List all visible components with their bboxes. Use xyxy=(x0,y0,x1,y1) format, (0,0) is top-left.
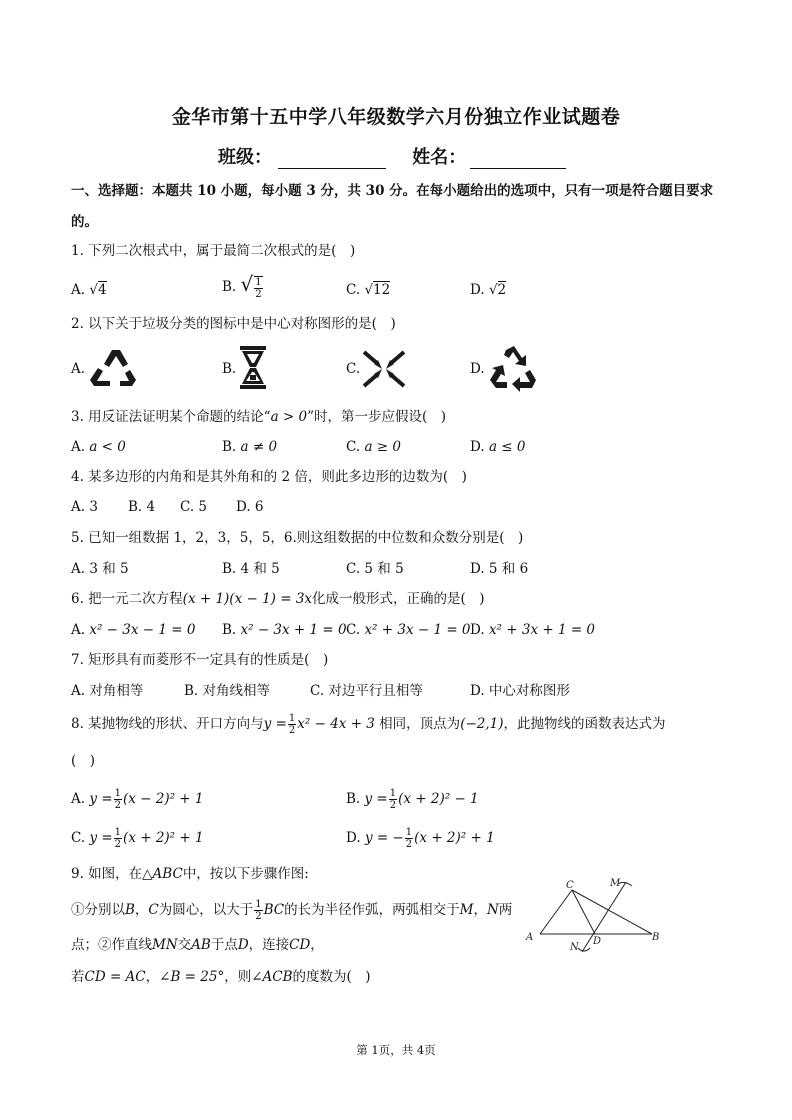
frac-num: 1 xyxy=(255,899,262,910)
m: N xyxy=(486,902,499,918)
name-blank[interactable] xyxy=(470,150,566,169)
q8-b-label: B. xyxy=(346,791,365,807)
t: 交 xyxy=(177,937,192,953)
q4-stem: 4. 某多边形的内角和是其外角和的 2 倍，则此多边形的边数为( ) xyxy=(71,469,467,485)
q5-option-d[interactable]: D. 5 和 6 xyxy=(470,561,529,577)
q3-stem-math: a > 0 xyxy=(270,409,308,425)
q8-stem-y: y = xyxy=(263,716,287,732)
q8-stem-pre: 8. 某抛物线的形状、开口方向与 xyxy=(71,716,264,732)
label-M: M xyxy=(610,878,621,889)
q8-c-fraction xyxy=(114,827,122,850)
q6-stem-post: 化成一般形式，正确的是( ) xyxy=(312,591,485,607)
q8-a-fraction xyxy=(114,788,122,811)
q1-b-den: 2 xyxy=(255,288,262,300)
t: ， xyxy=(145,969,160,985)
q3-option-b[interactable] xyxy=(222,438,277,456)
q4-option-c[interactable]: C. 5 xyxy=(180,499,208,515)
q1-d-radicand: 2 xyxy=(497,282,507,298)
q4-option-b[interactable]: B. 4 xyxy=(128,499,156,515)
q8-c-pre: y = xyxy=(89,830,113,846)
section-heading-line2: 的。 xyxy=(71,214,98,230)
q8-stem xyxy=(71,711,666,737)
t: 为圆心，以大于 xyxy=(158,902,254,918)
q1-b-num: 1 xyxy=(255,276,262,288)
q2-option-c[interactable]: C. xyxy=(346,361,361,377)
q3-option-d[interactable] xyxy=(470,438,525,456)
q1-d-label: D. xyxy=(470,282,489,298)
q6-option-b[interactable] xyxy=(222,621,347,639)
m: CD = AC xyxy=(84,969,146,985)
q1-option-a[interactable] xyxy=(71,281,107,299)
m: ∠B = 25° xyxy=(159,969,225,985)
page-footer: 第 1页，共 4页 xyxy=(356,1043,436,1057)
frac-num: 1 xyxy=(288,713,296,724)
q3-stem-post: ”时，第一步应假设( ) xyxy=(307,409,447,425)
q8-stem-mid: 相同，顶点为 xyxy=(374,716,461,732)
t: 点；②作直线 xyxy=(71,937,152,953)
t: ①分别以 xyxy=(71,902,125,918)
m: C xyxy=(148,902,159,918)
q6-stem xyxy=(71,590,485,608)
q6-stem-pre: 6. 把一元二次方程 xyxy=(71,591,183,607)
q2-stem: 2. 以下关于垃圾分类的图标中是中心对称图形的是( ) xyxy=(71,316,396,332)
q6-d-math: x² + 3x + 1 = 0 xyxy=(488,622,596,638)
frac-den: 2 xyxy=(288,725,296,736)
t: 若 xyxy=(71,969,85,985)
q3-stem-pre: 3. 用反证法证明某个命题的结论“ xyxy=(71,409,271,425)
q3-option-a[interactable] xyxy=(71,438,126,456)
q8-stem-post: ，此抛物线的函数表达式为 xyxy=(503,716,666,732)
q1-a-label: A. xyxy=(71,282,90,298)
q8-paren: ( ) xyxy=(71,753,96,769)
q8-option-c[interactable] xyxy=(71,825,204,851)
q7-option-a[interactable]: A. 对角相等 xyxy=(71,683,144,699)
t: ，连接 xyxy=(248,937,290,953)
q9-stem-post: 中，按以下步骤作图: xyxy=(182,866,309,882)
q9-stem-math: △ABC xyxy=(142,866,183,882)
q1-stem: 1. 下列二次根式中，属于最简二次根式的是( ) xyxy=(71,243,356,259)
t: 于点 xyxy=(210,937,238,953)
q2-option-b[interactable]: B. xyxy=(222,361,237,377)
q3-stem xyxy=(71,408,446,426)
class-label: 班级： xyxy=(218,147,272,168)
q8-b-post: (x + 2)² − 1 xyxy=(398,791,479,807)
q1-option-d[interactable] xyxy=(470,281,506,299)
q8-a-label: A. xyxy=(71,791,90,807)
q3-d-math: a ≤ 0 xyxy=(488,439,526,455)
q8-c-label: C. xyxy=(71,830,90,846)
q9-triangle-figure xyxy=(522,878,662,958)
frac-num: 1 xyxy=(405,827,413,838)
inward-arrows-icon xyxy=(362,350,406,388)
q6-option-d[interactable] xyxy=(470,621,595,639)
q7-option-c[interactable]: C. 对边平行且相等 xyxy=(310,683,423,699)
m: ∠ACB xyxy=(251,969,293,985)
q9-line4 xyxy=(71,968,371,986)
q6-option-a[interactable] xyxy=(71,621,195,639)
frac-den: 2 xyxy=(255,911,262,922)
q8-stem-rest: x² − 4x + 3 xyxy=(297,716,375,732)
q8-option-b[interactable] xyxy=(346,786,479,812)
class-blank[interactable] xyxy=(278,150,386,169)
q4-option-d[interactable]: D. 6 xyxy=(236,499,264,515)
q3-d-label: D. xyxy=(470,439,489,455)
q9-line3 xyxy=(71,936,324,954)
sqrt-symbol: √ xyxy=(240,272,254,296)
q6-b-label: B. xyxy=(222,622,241,638)
q9-stem-pre: 9. 如图，在 xyxy=(71,866,143,882)
m: D xyxy=(237,937,249,953)
m: BC xyxy=(263,902,285,918)
q8-stem-point: (−2,1) xyxy=(460,716,504,732)
q2-option-a[interactable]: A. xyxy=(71,361,86,377)
q6-stem-math: (x + 1)(x − 1) = 3x xyxy=(182,591,313,607)
q8-d-label: D. xyxy=(346,830,365,846)
frac-den: 2 xyxy=(405,839,413,850)
q3-a-math: a < 0 xyxy=(89,439,126,455)
q1-a-radicand: 4 xyxy=(97,282,107,298)
q3-b-math: a ≠ 0 xyxy=(240,439,278,455)
t: 的度数为( ) xyxy=(292,969,371,985)
name-label: 姓名： xyxy=(412,147,467,168)
t: ，则 xyxy=(224,969,252,985)
q3-option-c[interactable] xyxy=(346,438,401,456)
section-heading-line1: 一、选择题：本题共 10 小题，每小题 3 分，共 30 分。在每小题给出的选项中，只有一项是符合题目要求 xyxy=(71,183,714,199)
q3-c-math: a ≥ 0 xyxy=(364,439,401,455)
q3-c-label: C. xyxy=(346,439,365,455)
frac-den: 2 xyxy=(114,839,122,850)
q1-b-label: B. xyxy=(222,279,241,295)
m: CD xyxy=(289,937,311,953)
sqrt-symbol: √ xyxy=(488,282,498,298)
q8-a-pre: y = xyxy=(89,791,113,807)
t: ， xyxy=(310,937,324,953)
q8-d-post: (x + 2)² + 1 xyxy=(414,830,495,846)
sqrt-symbol: √ xyxy=(89,282,98,298)
q7-stem: 7. 矩形具有而菱形不一定具有的性质是( ) xyxy=(71,652,329,668)
label-C: C xyxy=(566,880,574,891)
line-MN xyxy=(582,882,626,952)
q6-c-label: C. xyxy=(346,622,365,638)
q8-a-post: (x − 2)² + 1 xyxy=(122,791,204,807)
label-A: A xyxy=(526,932,534,943)
q7-option-b[interactable]: B. 对角线相等 xyxy=(184,683,271,699)
q8-option-a[interactable] xyxy=(71,786,203,812)
t: ， xyxy=(473,902,487,918)
frac-num: 1 xyxy=(114,788,121,799)
t: 两 xyxy=(498,902,513,918)
recycle-arrows-icon xyxy=(488,346,538,390)
q6-c-math: x² + 3x − 1 = 0 xyxy=(364,622,471,638)
q7-option-d[interactable]: D. 中心对称图形 xyxy=(470,683,570,699)
m: MN xyxy=(152,937,178,953)
m: AB xyxy=(191,937,211,953)
label-D: D xyxy=(593,936,602,947)
q2-option-d[interactable]: D. xyxy=(470,361,485,377)
frac-num: 1 xyxy=(114,827,122,838)
q8-d-pre: y = − xyxy=(364,830,404,846)
q1-b-fraction xyxy=(254,276,262,300)
q1-option-b[interactable] xyxy=(222,272,264,300)
q5-option-b[interactable]: B. 4 和 5 xyxy=(222,561,280,577)
label-B: B xyxy=(652,932,660,943)
q8-b-fraction xyxy=(389,788,397,811)
q6-a-math: x² − 3x − 1 = 0 xyxy=(89,622,196,638)
q9-fraction xyxy=(254,899,262,922)
segment-AC xyxy=(540,890,572,934)
recycle-triangle-icon xyxy=(90,348,142,388)
q1-option-c[interactable] xyxy=(346,281,390,299)
q8-stem-fraction xyxy=(288,713,296,736)
frac-num: 1 xyxy=(389,788,397,799)
q6-b-math: x² − 3x + 1 = 0 xyxy=(240,622,347,638)
sqrt-symbol: √ xyxy=(364,282,374,298)
page-title: 金华市第十五中学八年级数学六月份独立作业试题卷 xyxy=(171,106,621,128)
hourglass-bin-icon xyxy=(238,345,268,390)
q5-stem: 5. 已知一组数据 1，2，3，5，5，6.则这组数据的中位数和众数分别是( ) xyxy=(71,530,524,546)
m: B xyxy=(125,902,135,918)
q8-c-post: (x + 2)² + 1 xyxy=(123,830,204,846)
label-N: N xyxy=(570,942,579,953)
q1-c-radicand: 12 xyxy=(373,282,391,298)
q1-c-label: C. xyxy=(346,282,365,298)
q6-option-c[interactable] xyxy=(346,621,471,639)
q9-line2 xyxy=(71,897,512,923)
q9-stem xyxy=(71,865,309,883)
frac-den: 2 xyxy=(114,800,121,811)
q3-a-label: A. xyxy=(71,439,90,455)
class-name-line xyxy=(218,143,566,169)
q4-option-a[interactable]: A. 3 xyxy=(71,499,98,515)
t: 的长为半径作弧，两弧相交于 xyxy=(284,902,460,918)
t: ， xyxy=(134,902,149,918)
q8-b-pre: y = xyxy=(364,791,388,807)
q6-a-label: A. xyxy=(71,622,90,638)
frac-den: 2 xyxy=(389,800,397,811)
q5-option-a[interactable]: A. 3 和 5 xyxy=(71,561,129,577)
q8-d-fraction xyxy=(405,827,413,850)
q6-d-label: D. xyxy=(470,622,489,638)
q5-option-c[interactable]: C. 5 和 5 xyxy=(346,561,404,577)
q3-b-label: B. xyxy=(222,439,241,455)
q8-option-d[interactable] xyxy=(346,825,495,851)
m: M xyxy=(459,902,474,918)
